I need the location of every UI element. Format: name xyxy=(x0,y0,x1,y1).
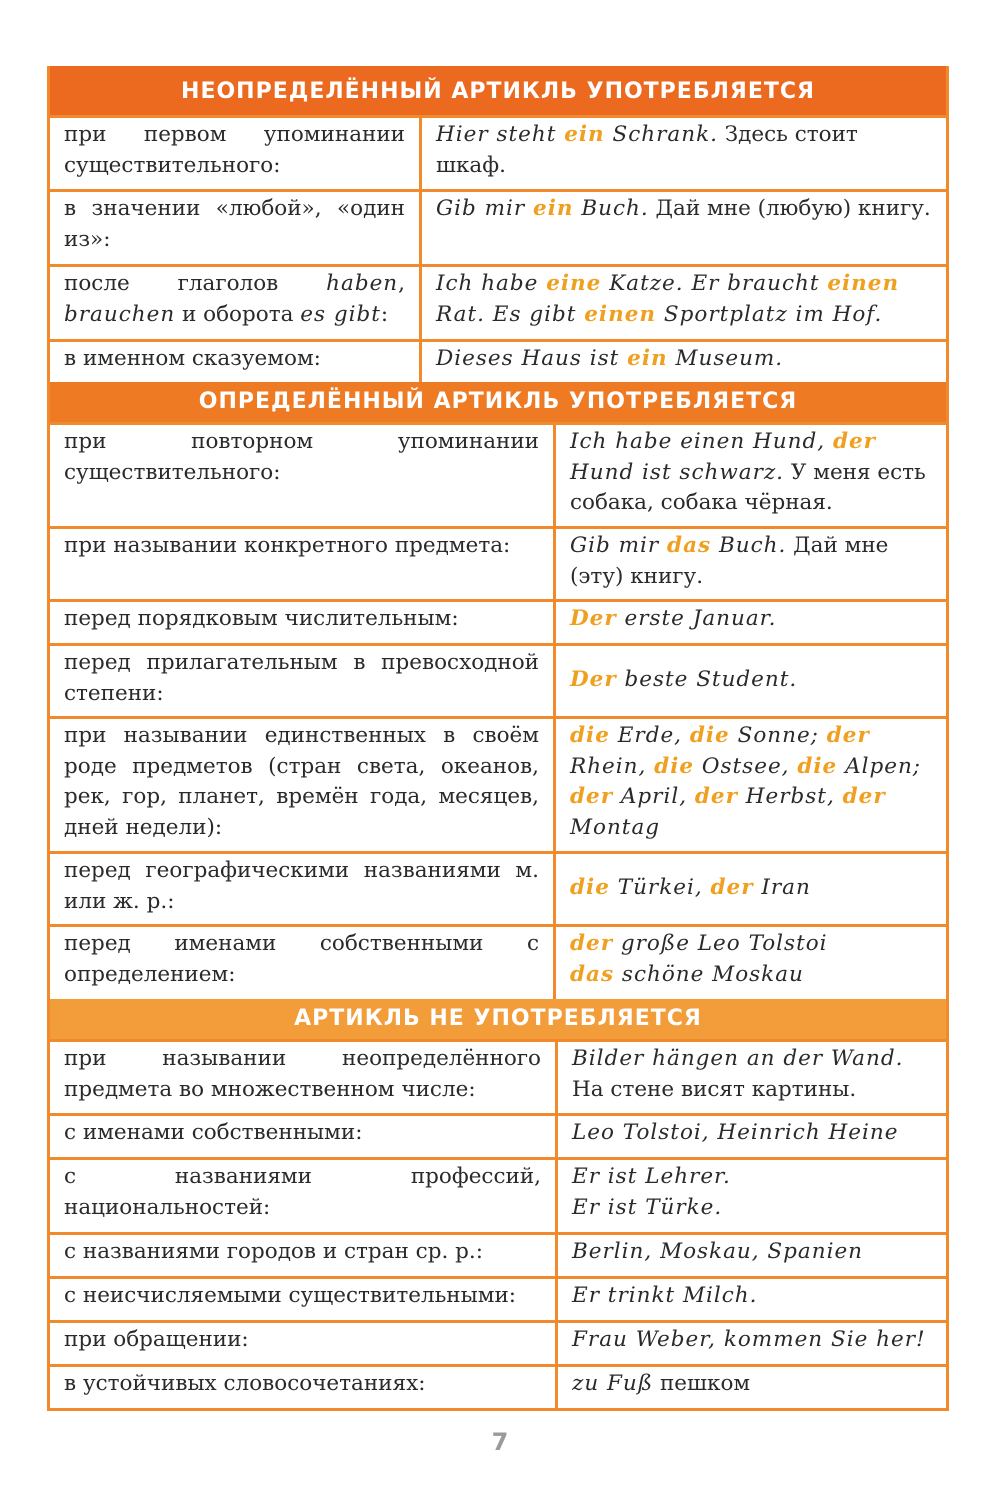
german-text: Sportplatz im Hof. xyxy=(656,301,883,327)
german-text: Katze. Er braucht xyxy=(601,271,828,296)
german-text: Ich habe einen Hund, xyxy=(570,429,833,454)
rule-cell: при назывании единственных в своём роде предметов (стран света, океанов, рек, гор, планет, времён года, месяцев, дней недели): xyxy=(64,723,539,840)
rule-cell: при назывании конкретного предмета: xyxy=(64,533,511,558)
example-cell xyxy=(555,1042,946,1113)
translation-text: На стене висят картины. xyxy=(572,1076,857,1102)
example-cell xyxy=(555,1323,946,1364)
german-text: schöne Moskau xyxy=(614,961,804,987)
example-line xyxy=(572,1193,932,1224)
german-text: Alpen; xyxy=(837,753,922,779)
german-text: Erde, xyxy=(609,723,690,748)
translation-text: : xyxy=(380,301,389,327)
section-title: НЕОПРЕДЕЛЁННЫЙ АРТИКЛЬ УПОТРЕБЛЯЕТСЯ xyxy=(50,66,946,118)
german-text: Berlin, Moskau, Spanien xyxy=(572,1239,864,1264)
german-text: Herbst, xyxy=(737,784,843,809)
table-row xyxy=(50,1042,946,1116)
table-row xyxy=(50,1116,946,1160)
article-word: die xyxy=(570,874,610,900)
rule-cell: перед именами собственными с определением: xyxy=(64,931,539,987)
article-word: die xyxy=(689,723,730,748)
german-text: große Leo Tolstoi xyxy=(613,931,828,956)
article-word: einen xyxy=(584,301,657,327)
table-row xyxy=(50,719,946,854)
article-usage-table xyxy=(47,66,949,1411)
translation-text: , xyxy=(398,271,405,296)
german-text: Leo Tolstoi, Heinrich Heine xyxy=(572,1120,899,1145)
table-row xyxy=(50,425,946,529)
article-word: Der xyxy=(570,666,617,692)
table-row xyxy=(50,1160,946,1235)
article-word: ein xyxy=(564,122,605,147)
table-row xyxy=(50,267,946,342)
rule-cell: при назывании неопределённого предмета во множественном числе: xyxy=(64,1046,541,1102)
table-row xyxy=(50,854,946,927)
german-text: Hier steht xyxy=(436,122,565,147)
translation-text: после глаголов xyxy=(64,271,327,296)
table-row xyxy=(50,192,946,267)
article-word: ein xyxy=(627,346,668,371)
article-word: eine xyxy=(546,271,602,296)
example-cell xyxy=(419,192,946,264)
article-word: ein xyxy=(533,196,574,221)
table-row xyxy=(50,1235,946,1279)
rule-cell: перед географическими названиями м. или ж. р.: xyxy=(64,858,539,914)
rule-cell: с названиями городов и стран ср. р.: xyxy=(64,1239,483,1264)
article-word: der xyxy=(694,784,738,809)
table-row xyxy=(50,927,946,999)
example-cell xyxy=(419,118,946,189)
table-row xyxy=(50,118,946,192)
article-word: das xyxy=(667,533,712,558)
rule-cell: с неисчисляемыми существительными: xyxy=(64,1283,517,1308)
table-row xyxy=(50,1279,946,1323)
german-text: Frau Weber, kommen Sie her! xyxy=(572,1327,926,1352)
german-text: zu Fuß xyxy=(572,1371,654,1396)
table-row xyxy=(50,646,946,719)
example-cell xyxy=(419,267,946,339)
article-word: Der xyxy=(570,606,617,631)
german-text: es gibt xyxy=(300,301,381,327)
rule-cell: при первом упоминании существительного: xyxy=(64,122,405,178)
german-text: Museum. xyxy=(667,346,784,371)
german-text: Iran xyxy=(753,874,811,900)
german-text: Sonne; xyxy=(729,723,827,748)
table-row xyxy=(50,602,946,646)
example-cell xyxy=(555,1116,946,1157)
translation-text: пешком xyxy=(653,1371,751,1396)
example-cell xyxy=(555,1160,946,1232)
german-text: Ich habe xyxy=(436,271,547,296)
section-no-article xyxy=(47,999,949,1411)
german-text: Hund ist schwarz. xyxy=(570,459,785,485)
table-row xyxy=(50,529,946,602)
translation-text: и оборота xyxy=(175,301,301,327)
german-text: Gib mir xyxy=(570,533,668,558)
example-cell xyxy=(553,602,946,643)
example-line xyxy=(572,1162,932,1193)
example-cell xyxy=(553,425,946,526)
german-text: April, xyxy=(613,784,695,809)
section-title: АРТИКЛЬ НЕ УПОТРЕБЛЯЕТСЯ xyxy=(50,999,946,1042)
example-cell xyxy=(555,1279,946,1320)
rule-cell: при обращении: xyxy=(64,1327,249,1352)
article-word: der xyxy=(570,784,614,809)
german-text: brauchen xyxy=(64,301,176,327)
table-row xyxy=(50,342,946,382)
german-text: Er ist Türke. xyxy=(572,1194,723,1220)
article-word: das xyxy=(570,961,615,987)
german-text: Gib mir xyxy=(436,196,534,221)
german-text: Er trinkt Milch. xyxy=(572,1283,758,1308)
rule-cell: перед прилагательным в превосходной степени: xyxy=(64,650,539,706)
german-text: beste Student. xyxy=(616,666,798,692)
german-text: haben xyxy=(326,271,399,296)
article-word: die xyxy=(797,753,838,779)
example-line xyxy=(570,929,932,960)
german-text: Buch. xyxy=(573,196,649,221)
example-cell xyxy=(553,854,946,924)
german-text: Buch. xyxy=(711,533,787,558)
rule-cell: с именами собственными: xyxy=(64,1120,363,1145)
example-cell xyxy=(555,1235,946,1276)
article-word: der xyxy=(832,429,876,454)
rule-cell xyxy=(50,267,419,339)
rule-cell: в именном сказуемом: xyxy=(64,346,321,371)
translation-text: Дай мне (эту) книгу. xyxy=(570,533,889,589)
rule-cell: в значении «любой», «один из»: xyxy=(64,196,405,252)
german-text: Montag xyxy=(570,814,661,840)
example-cell xyxy=(553,719,946,851)
example-cell xyxy=(555,1367,946,1408)
rule-cell: в устойчивых словосочетаниях: xyxy=(64,1371,426,1396)
article-word: der xyxy=(842,784,886,809)
table-row xyxy=(50,1367,946,1408)
german-text: Rat. Es gibt xyxy=(436,301,585,327)
german-text: Türkei, xyxy=(609,874,711,900)
article-word: die xyxy=(570,723,610,748)
table-row xyxy=(50,1323,946,1367)
section-indefinite-article xyxy=(47,66,949,382)
example-cell xyxy=(553,927,946,999)
example-cell xyxy=(419,342,946,382)
example-cell xyxy=(553,646,946,716)
article-word: die xyxy=(654,753,695,779)
page-number: 7 xyxy=(491,1428,509,1456)
german-text: Bilder hängen an der Wand. xyxy=(572,1046,904,1071)
german-text: erste Januar. xyxy=(616,606,777,631)
german-text: Ostsee, xyxy=(694,753,798,779)
section-definite-article xyxy=(47,382,949,999)
rule-cell: с названиями профессий, национальностей: xyxy=(64,1164,541,1220)
german-text: Er ist Lehrer. xyxy=(572,1164,731,1189)
section-title: ОПРЕДЕЛЁННЫЙ АРТИКЛЬ УПОТРЕБЛЯЕТСЯ xyxy=(50,382,946,425)
article-word: der xyxy=(710,874,754,900)
example-line xyxy=(570,960,932,991)
german-text: Rhein, xyxy=(570,753,655,779)
rule-cell: перед порядковым числительным: xyxy=(64,606,459,631)
translation-text: У меня есть собака, собака чёрная. xyxy=(570,459,926,515)
german-text: Dieses Haus ist xyxy=(436,346,628,371)
german-text: Schrank. xyxy=(604,122,718,147)
translation-text: Дай мне (любую) книгу. xyxy=(648,196,931,221)
translation-text: Здесь стоит шкаф. xyxy=(436,122,858,178)
article-word: der xyxy=(826,723,870,748)
example-cell xyxy=(553,529,946,599)
rule-cell: при повторном упоминании существительного: xyxy=(64,429,539,485)
article-word: der xyxy=(570,931,614,956)
article-word: einen xyxy=(827,271,900,296)
